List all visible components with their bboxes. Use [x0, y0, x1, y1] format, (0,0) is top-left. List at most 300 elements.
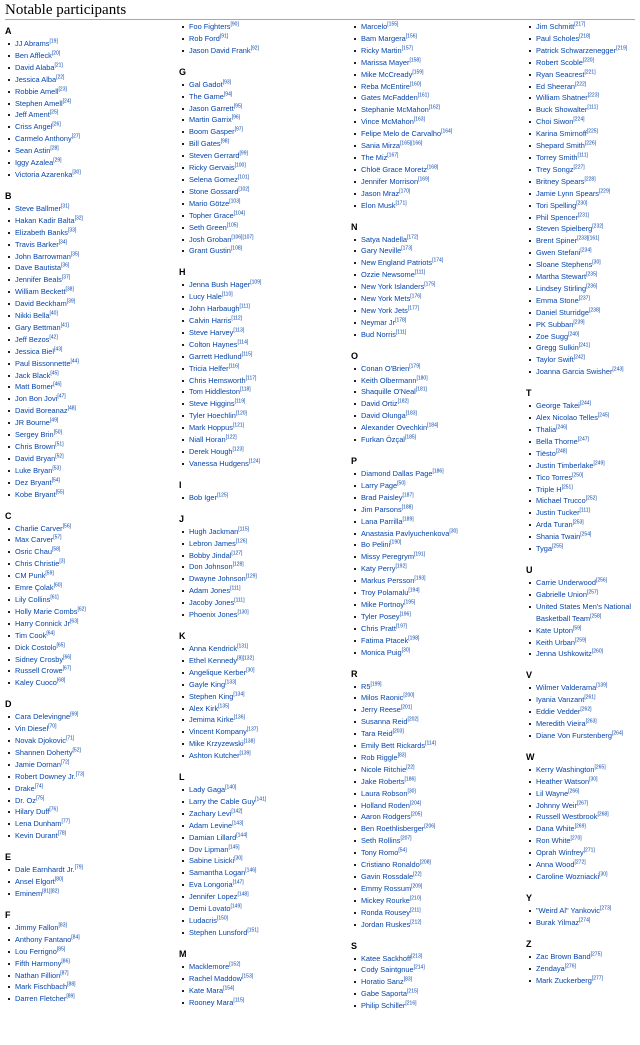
citation-link[interactable]: [100]: [234, 162, 246, 169]
citation-link[interactable]: [28]: [50, 145, 59, 152]
citation-link[interactable]: [57]: [53, 534, 62, 541]
citation-link[interactable]: [253]: [572, 519, 584, 526]
citation-link[interactable]: [133]: [225, 679, 237, 686]
citation-link[interactable]: [244]: [579, 400, 591, 407]
citation-link[interactable]: [110]: [221, 291, 233, 298]
participant-link[interactable]: Gayle King: [189, 679, 226, 689]
citation-link[interactable]: [92]: [250, 45, 259, 52]
participant-link[interactable]: Britney Spears: [536, 176, 585, 186]
participant-link[interactable]: Gregg Sulkin: [536, 343, 579, 353]
citation-link[interactable]: [52]: [72, 747, 81, 754]
participant-link[interactable]: Tyler Hoechlin: [189, 411, 236, 421]
participant-link[interactable]: Fatima Ptacek: [361, 635, 409, 645]
participant-link[interactable]: Seth Green: [189, 222, 227, 232]
citation-link[interactable]: [30]: [72, 169, 81, 176]
citation-link[interactable]: [222]: [575, 81, 587, 88]
citation-link[interactable]: [276]: [564, 963, 576, 970]
participant-link[interactable]: Jack Black: [15, 370, 51, 380]
citation-link[interactable]: [49]: [49, 417, 59, 424]
participant-link[interactable]: Taylor Swift: [536, 355, 574, 365]
citation-link[interactable]: [152]: [229, 961, 241, 968]
citation-link[interactable]: [256]: [595, 577, 608, 584]
participant-link[interactable]: Matt Bomer: [15, 382, 54, 392]
participant-link[interactable]: Rob Riggle: [361, 752, 398, 762]
participant-link[interactable]: Seth Rollins: [361, 836, 401, 846]
participant-link[interactable]: Neymar Jr: [361, 317, 396, 327]
participant-link[interactable]: Sean Astin: [15, 146, 51, 156]
citation-link[interactable]: [182]: [397, 398, 409, 405]
participant-link[interactable]: Lana Parrilla: [361, 516, 403, 526]
participant-link[interactable]: Jon Bon Jovi: [15, 394, 58, 404]
participant-link[interactable]: Milos Raonic: [361, 693, 404, 703]
citation-link[interactable]: [161]: [417, 92, 429, 99]
citation-link[interactable]: [147]: [232, 879, 244, 886]
citation-link[interactable]: [272]: [574, 859, 586, 866]
participant-link[interactable]: Kaley Cuoco: [15, 678, 57, 688]
participant-link[interactable]: Stephen Amell: [15, 98, 63, 108]
citation-link[interactable]: [191]: [413, 551, 426, 558]
citation-link[interactable]: [185]: [404, 434, 417, 441]
citation-link[interactable]: [273]: [600, 905, 612, 912]
citation-link[interactable]: [198]: [408, 635, 420, 642]
participant-link[interactable]: Ludacris: [189, 916, 217, 925]
citation-link[interactable]: [36]: [61, 262, 70, 269]
citation-link[interactable]: [266]: [568, 788, 580, 795]
participant-link[interactable]: Keith Urban: [536, 637, 576, 647]
participant-link[interactable]: Reba McEntire: [361, 81, 410, 91]
citation-link[interactable]: [193]: [414, 575, 426, 582]
participant-link[interactable]: Jemima Kirke: [189, 715, 234, 725]
participant-link[interactable]: John Harbaugh: [189, 304, 240, 314]
participant-link[interactable]: JR Bourne: [15, 418, 50, 428]
participant-link[interactable]: Adam Jones: [189, 586, 231, 596]
participant-link[interactable]: Vin Diesel: [15, 724, 49, 734]
participant-link[interactable]: Tara Reid: [361, 729, 393, 739]
citation-link[interactable]: [186]: [432, 468, 444, 475]
citation-link[interactable]: [260]: [591, 648, 603, 655]
citation-link[interactable]: [202]: [407, 716, 419, 723]
participant-link[interactable]: Chris Brown: [15, 442, 56, 451]
citation-link[interactable]: [134]: [233, 691, 245, 698]
participant-link[interactable]: Dez Bryant: [15, 477, 52, 487]
citation-link[interactable]: [189]: [402, 516, 414, 523]
participant-link[interactable]: Sania Mirza: [361, 141, 401, 151]
participant-link[interactable]: Lena Dunham: [15, 819, 62, 829]
citation-link[interactable]: [168]: [427, 164, 439, 171]
participant-link[interactable]: Darren Fletcher: [15, 994, 67, 1004]
participant-link[interactable]: Alex Nicolao Telles: [536, 413, 598, 423]
citation-link[interactable]: [121]: [232, 422, 245, 429]
participant-link[interactable]: Anna Kendrick: [189, 643, 238, 653]
participant-link[interactable]: Sloane Stephens: [536, 260, 593, 270]
citation-link[interactable]: [227]: [573, 164, 585, 171]
citation-link[interactable]: [129]: [245, 573, 257, 580]
participant-link[interactable]: New York Mets: [361, 294, 411, 304]
citation-link[interactable]: [254]: [580, 531, 592, 538]
citation-link[interactable]: [108]: [230, 245, 243, 252]
participant-link[interactable]: Dick Costolo: [15, 642, 57, 652]
citation-link[interactable]: [165][166]: [400, 140, 423, 147]
participant-link[interactable]: Vince McMahon: [361, 117, 414, 127]
citation-link[interactable]: [128]: [232, 561, 244, 568]
participant-link[interactable]: Alex Kirk: [189, 703, 219, 713]
citation-link[interactable]: [26]: [52, 121, 61, 128]
participant-link[interactable]: Jordan Ruskes: [361, 919, 411, 929]
citation-link[interactable]: [196]: [399, 611, 411, 618]
participant-link[interactable]: Stephanie McMahon: [361, 105, 429, 115]
citation-link[interactable]: [78]: [57, 830, 67, 837]
citation-link[interactable]: [119]: [234, 398, 246, 405]
citation-link[interactable]: [142]: [231, 808, 243, 815]
citation-link[interactable]: [151]: [247, 927, 259, 934]
participant-link[interactable]: Jim Schmitt: [536, 22, 575, 31]
citation-link[interactable]: [51]: [55, 441, 64, 448]
participant-link[interactable]: Larry Page: [361, 480, 398, 490]
citation-link[interactable]: [61]: [50, 594, 59, 601]
participant-link[interactable]: Tony Romo: [361, 848, 399, 858]
participant-link[interactable]: Arda Turan: [536, 520, 573, 530]
citation-link[interactable]: [150]: [216, 915, 229, 922]
citation-link[interactable]: [157]: [401, 45, 413, 52]
citation-link[interactable]: [74]: [34, 783, 44, 790]
citation-link[interactable]: [127]: [231, 550, 243, 557]
citation-link[interactable]: [199]: [370, 681, 382, 688]
citation-link[interactable]: [3]: [59, 558, 65, 565]
citation-link[interactable]: [194]: [408, 587, 420, 594]
citation-link[interactable]: [50]: [53, 429, 62, 436]
citation-link[interactable]: [89]: [66, 993, 75, 1000]
participant-link[interactable]: The Miz: [361, 152, 388, 162]
participant-link[interactable]: Jenna Bush Hager: [189, 280, 251, 290]
citation-link[interactable]: [63]: [70, 618, 79, 625]
participant-link[interactable]: Bob Iger: [189, 492, 217, 502]
participant-link[interactable]: Dale Earnhardt Jr.: [15, 865, 75, 875]
citation-link[interactable]: [201]: [400, 704, 412, 711]
participant-link[interactable]: Tori Spelling: [536, 200, 577, 210]
citation-link[interactable]: [111]: [234, 597, 245, 604]
citation-link[interactable]: [255]: [552, 543, 564, 550]
citation-link[interactable]: [139]: [596, 682, 608, 689]
participant-link[interactable]: Tyler Posey: [361, 611, 400, 621]
participant-link[interactable]: Rooney Mara: [189, 997, 234, 1007]
participant-link[interactable]: Gabrielle Union: [536, 589, 587, 599]
participant-link[interactable]: Osric Chau: [15, 547, 52, 557]
participant-link[interactable]: Vincent Kompany: [189, 727, 247, 737]
participant-link[interactable]: Bobby Jindal: [189, 550, 232, 560]
citation-link[interactable]: [30]: [234, 856, 243, 862]
participant-link[interactable]: David Beckham: [15, 299, 67, 309]
participant-link[interactable]: David Ortiz: [361, 399, 398, 409]
citation-link[interactable]: [117]: [245, 375, 257, 382]
citation-link[interactable]: [223]: [587, 92, 599, 99]
citation-link[interactable]: [72]: [61, 759, 70, 766]
citation-link[interactable]: [75]: [35, 795, 45, 802]
citation-link[interactable]: [192]: [395, 563, 407, 570]
citation-link[interactable]: [153]: [242, 973, 254, 980]
participant-link[interactable]: Markus Persson: [361, 576, 415, 586]
citation-link[interactable]: [66]: [63, 654, 72, 661]
participant-link[interactable]: Topher Grace: [189, 210, 234, 220]
citation-link[interactable]: [229]: [599, 188, 611, 195]
citation-link[interactable]: [277]: [591, 975, 603, 982]
citation-link[interactable]: [87]: [60, 970, 69, 977]
citation-link[interactable]: [246]: [556, 424, 568, 431]
citation-link[interactable]: [212]: [410, 919, 422, 926]
participant-link[interactable]: Conan O'Brien: [361, 363, 410, 373]
participant-link[interactable]: New York Jets: [361, 305, 408, 315]
citation-link[interactable]: [262]: [580, 706, 592, 713]
participant-link[interactable]: Chris Pratt: [361, 623, 396, 633]
participant-link[interactable]: Triple H: [536, 484, 562, 494]
participant-link[interactable]: Jason Mraz: [361, 188, 400, 198]
participant-link[interactable]: Iggy Azalea: [15, 158, 54, 168]
participant-link[interactable]: Lou Ferrigno: [15, 946, 57, 956]
citation-link[interactable]: [213]: [411, 953, 423, 960]
citation-link[interactable]: [215]: [407, 988, 419, 995]
citation-link[interactable]: [176]: [410, 293, 422, 300]
participant-link[interactable]: Justin Timberlake: [536, 460, 594, 470]
citation-link[interactable]: [86]: [61, 958, 70, 965]
participant-link[interactable]: Emre Çolak: [15, 583, 54, 593]
participant-link[interactable]: Garrett Hedlund: [189, 351, 242, 361]
citation-link[interactable]: [54]: [398, 847, 407, 854]
citation-link[interactable]: [245]: [597, 412, 610, 419]
participant-link[interactable]: Mike Portnoy: [361, 599, 405, 609]
citation-link[interactable]: [141]: [255, 796, 267, 803]
participant-link[interactable]: Ron White: [536, 836, 571, 846]
participant-link[interactable]: Shepard Smith: [536, 141, 585, 151]
participant-link[interactable]: Katy Perry: [361, 564, 396, 574]
participant-link[interactable]: Elizabeth Banks: [15, 227, 68, 237]
citation-link[interactable]: [205]: [410, 812, 422, 818]
citation-link[interactable]: [130]: [237, 609, 249, 616]
citation-link[interactable]: [210]: [409, 895, 421, 902]
citation-link[interactable]: [206]: [424, 823, 436, 830]
citation-link[interactable]: [268]: [597, 812, 609, 818]
citation-link[interactable]: [93]: [222, 79, 232, 86]
citation-link[interactable]: [106][107]: [231, 234, 254, 241]
participant-link[interactable]: Philip Schiller: [361, 1001, 406, 1011]
participant-link[interactable]: New York Islanders: [361, 282, 425, 292]
participant-link[interactable]: Holland Roden: [361, 800, 410, 810]
citation-link[interactable]: [164]: [441, 128, 453, 135]
participant-link[interactable]: Criss Angel: [15, 122, 53, 132]
citation-link[interactable]: [146]: [245, 867, 257, 874]
citation-link[interactable]: [8][132]: [237, 655, 254, 662]
participant-link[interactable]: Cody Saintgnue: [361, 965, 414, 975]
participant-link[interactable]: Adam Levine: [189, 820, 233, 830]
participant-link[interactable]: Anthony Fantano: [15, 934, 72, 944]
citation-link[interactable]: [162]: [428, 104, 440, 111]
participant-link[interactable]: Samantha Logan: [189, 868, 246, 878]
participant-link[interactable]: Niall Horan: [189, 435, 226, 445]
citation-link[interactable]: [139]: [239, 750, 251, 757]
citation-link[interactable]: [29]: [53, 157, 62, 164]
citation-link[interactable]: [203]: [392, 728, 404, 735]
citation-link[interactable]: [238]: [589, 307, 601, 314]
citation-link[interactable]: [197]: [395, 623, 408, 630]
participant-link[interactable]: William Beckett: [15, 287, 66, 297]
participant-link[interactable]: "Weird Al" Yankovic: [536, 905, 600, 915]
participant-link[interactable]: Jimmy Fallon: [15, 922, 59, 932]
citation-link[interactable]: [218]: [579, 33, 591, 40]
citation-link[interactable]: [243]: [612, 366, 624, 373]
citation-link[interactable]: [45]: [50, 370, 59, 377]
citation-link[interactable]: [30]: [246, 667, 255, 674]
participant-link[interactable]: Paul Bissonnette: [15, 358, 71, 368]
citation-link[interactable]: [22]: [406, 764, 415, 771]
participant-link[interactable]: Tiësto: [536, 448, 556, 458]
citation-link[interactable]: [55]: [55, 489, 65, 496]
participant-link[interactable]: The Game: [189, 91, 224, 101]
participant-link[interactable]: Katee Sackhoff: [361, 953, 411, 963]
citation-link[interactable]: [226]: [584, 140, 597, 147]
participant-link[interactable]: Sidney Crosby: [15, 654, 64, 664]
citation-link[interactable]: [41]: [60, 322, 69, 329]
participant-link[interactable]: Aaron Rodgers: [361, 812, 411, 822]
citation-link[interactable]: [145]: [228, 844, 240, 851]
citation-link[interactable]: [109]: [250, 279, 262, 286]
citation-link[interactable]: [217]: [574, 21, 586, 28]
participant-link[interactable]: Carrie Underwood: [536, 577, 596, 587]
participant-link[interactable]: David Olunga: [361, 411, 406, 421]
participant-link[interactable]: PK Subban: [536, 319, 574, 329]
citation-link[interactable]: [90]: [230, 21, 239, 28]
citation-link[interactable]: [181]: [415, 387, 427, 393]
citation-link[interactable]: [73]: [75, 771, 85, 778]
citation-link[interactable]: [220]: [582, 57, 594, 64]
participant-link[interactable]: Felipe Melo de Carvalho: [361, 129, 442, 139]
participant-link[interactable]: Jamie Dornan: [15, 759, 62, 769]
participant-link[interactable]: Demi Lovato: [189, 904, 231, 914]
citation-link[interactable]: [39]: [66, 298, 76, 305]
participant-link[interactable]: Buck Showalter: [536, 105, 588, 115]
participant-link[interactable]: Jacoby Jones: [189, 598, 235, 608]
citation-link[interactable]: [83]: [397, 752, 406, 759]
citation-link[interactable]: [30]: [401, 647, 411, 654]
citation-link[interactable]: [30]: [449, 528, 458, 535]
participant-link[interactable]: David Boreanaz: [15, 406, 68, 416]
participant-link[interactable]: Bella Thorne: [536, 436, 578, 446]
participant-link[interactable]: Laura Robson: [361, 788, 408, 798]
participant-link[interactable]: Dov Lipman: [189, 844, 229, 854]
participant-link[interactable]: Paul Scholes: [536, 33, 580, 43]
participant-link[interactable]: United States Men's National Basketball Team: [536, 601, 632, 623]
participant-link[interactable]: Oprah Winfrey: [536, 848, 584, 858]
participant-link[interactable]: Burak Yilmaz: [536, 917, 580, 927]
citation-link[interactable]: [232]: [592, 223, 604, 230]
citation-link[interactable]: [137]: [246, 726, 258, 733]
citation-link[interactable]: [131]: [237, 643, 249, 650]
participant-link[interactable]: Eminem: [15, 889, 43, 898]
participant-link[interactable]: Kerry Washington: [536, 764, 595, 774]
participant-link[interactable]: Chloë Grace Moretz: [361, 164, 428, 174]
participant-link[interactable]: Jennifer Morrison: [361, 176, 419, 186]
participant-link[interactable]: Patrick Schwarzenegger: [536, 45, 617, 55]
participant-link[interactable]: Trey Songz: [536, 164, 574, 174]
citation-link[interactable]: [237]: [578, 295, 590, 302]
participant-link[interactable]: Foo Fighters: [189, 22, 231, 31]
participant-link[interactable]: Jeff Bezos: [15, 334, 50, 344]
participant-link[interactable]: Karina Smirnoff: [536, 129, 587, 139]
citation-link[interactable]: [46]: [53, 382, 62, 388]
participant-link[interactable]: Ozzie Newsome: [361, 270, 415, 280]
citation-link[interactable]: [221]: [584, 69, 596, 76]
citation-link[interactable]: [143]: [232, 820, 244, 827]
citation-link[interactable]: [231]: [577, 212, 590, 219]
citation-link[interactable]: [22]: [413, 871, 422, 878]
participant-link[interactable]: Daniel Sturridge: [536, 307, 589, 317]
participant-link[interactable]: Lily Collins: [15, 594, 51, 604]
citation-link[interactable]: [35]: [70, 251, 80, 258]
participant-link[interactable]: Heather Watson: [536, 776, 590, 786]
participant-link[interactable]: Elon Musk: [361, 200, 396, 210]
participant-link[interactable]: Kate Mara: [189, 985, 224, 995]
participant-link[interactable]: Selena Gomez: [189, 174, 238, 184]
participant-link[interactable]: John Barrowman: [15, 251, 71, 261]
participant-link[interactable]: Nikki Bella: [15, 311, 50, 321]
citation-link[interactable]: [33]: [68, 227, 77, 234]
citation-link[interactable]: [32]: [74, 215, 83, 222]
citation-link[interactable]: [50]: [397, 480, 406, 487]
citation-link[interactable]: [64]: [46, 630, 55, 637]
participant-link[interactable]: Holly Marie Combs: [15, 606, 78, 616]
citation-link[interactable]: [169]: [418, 176, 430, 183]
citation-link[interactable]: [111]: [395, 329, 407, 336]
participant-link[interactable]: Furkan Özçal: [361, 435, 405, 445]
participant-link[interactable]: Russell Crowe: [15, 666, 63, 676]
participant-link[interactable]: Lil Wayne: [536, 788, 569, 798]
citation-link[interactable]: [171]: [395, 200, 407, 207]
participant-link[interactable]: Diamond Dallas Page: [361, 469, 433, 478]
citation-link[interactable]: [225]: [586, 128, 598, 135]
participant-link[interactable]: Chris Hemsworth: [189, 375, 246, 385]
citation-link[interactable]: [233][161]: [577, 235, 600, 242]
citation-link[interactable]: [42]: [49, 334, 58, 341]
participant-link[interactable]: Steve Higgins: [189, 399, 235, 409]
citation-link[interactable]: [30]: [589, 776, 598, 783]
participant-link[interactable]: Anastasia Pavlyuchenkova: [361, 528, 450, 538]
citation-link[interactable]: [79]: [74, 864, 83, 871]
citation-link[interactable]: [156]: [405, 33, 417, 40]
participant-link[interactable]: Max Carver: [15, 535, 54, 545]
participant-link[interactable]: Martha Stewart: [536, 272, 587, 282]
participant-link[interactable]: Lady Gaga: [189, 785, 226, 795]
participant-link[interactable]: Tom Hiddleston: [189, 387, 240, 397]
participant-link[interactable]: Ryan Seacrest: [536, 69, 585, 79]
citation-link[interactable]: [149]: [230, 903, 242, 910]
citation-link[interactable]: [257]: [586, 589, 599, 596]
participant-link[interactable]: Jim Parsons: [361, 504, 402, 514]
citation-link[interactable]: [122]: [225, 434, 237, 441]
citation-link[interactable]: [251]: [561, 484, 573, 491]
participant-link[interactable]: Larry the Cable Guy: [189, 796, 256, 806]
participant-link[interactable]: Sergey Brin: [15, 430, 54, 440]
citation-link[interactable]: [236]: [586, 283, 598, 290]
participant-link[interactable]: Fifth Harmony: [15, 958, 62, 968]
participant-link[interactable]: Hakan Kadir Balta: [15, 215, 75, 225]
participant-link[interactable]: Kevin Durant: [15, 831, 58, 841]
participant-link[interactable]: Carmelo Anthony: [15, 134, 72, 144]
citation-link[interactable]: [104]: [233, 210, 245, 217]
citation-link[interactable]: [115]: [241, 351, 253, 358]
participant-link[interactable]: Lebron James: [189, 538, 236, 548]
participant-link[interactable]: Kate Upton: [536, 625, 573, 635]
citation-link[interactable]: [140]: [225, 784, 237, 791]
participant-link[interactable]: Missy Peregrym: [361, 552, 414, 562]
participant-link[interactable]: Steven Gerrard: [189, 151, 240, 161]
participant-link[interactable]: Emmy Rossum: [361, 883, 412, 893]
